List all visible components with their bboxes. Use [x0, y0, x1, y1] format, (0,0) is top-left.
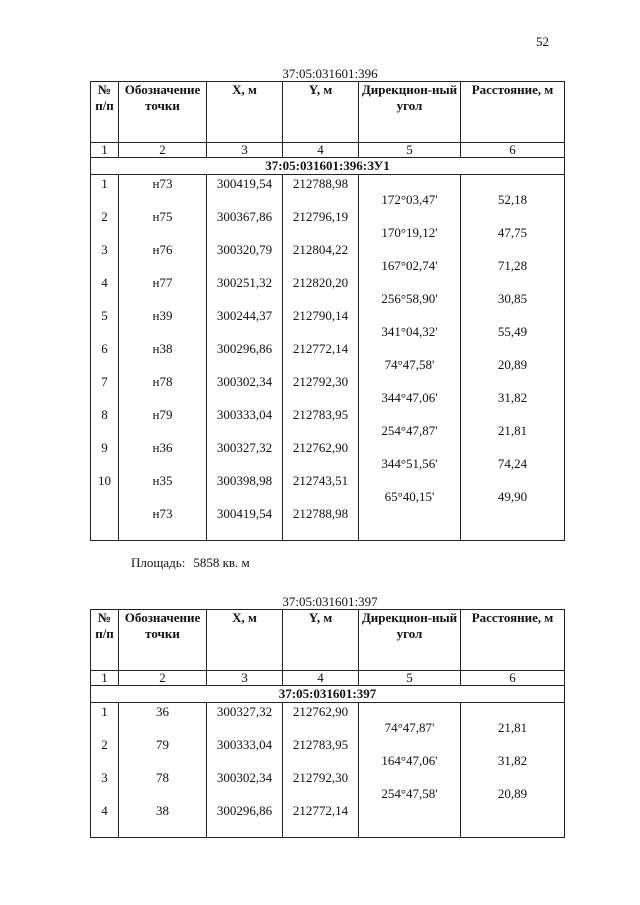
distance — [461, 210, 564, 243]
y-value: 212788,98 — [292, 506, 349, 521]
direction-angle-value: 256°58,90' — [381, 291, 438, 306]
point-number: 7 — [101, 374, 108, 389]
point-name: н75 — [152, 209, 173, 224]
direction-angle — [359, 441, 460, 474]
point-name: н73 — [152, 176, 173, 191]
y-value: 212804,22 — [292, 242, 349, 257]
point-number: 5 — [101, 308, 108, 323]
point-number: 3 — [101, 770, 108, 785]
x-value: 300302,34 — [216, 770, 273, 785]
point-number: 8 — [101, 407, 108, 422]
column-number: 6 — [461, 671, 565, 686]
direction-angle-column — [359, 175, 461, 541]
distance-column — [461, 175, 565, 541]
column-number: 4 — [283, 671, 359, 686]
distance-value: 47,75 — [497, 225, 528, 240]
distance-value: 49,90 — [497, 489, 528, 504]
distance — [461, 408, 564, 441]
y-value: 212788,98 — [292, 176, 349, 191]
column-number: 4 — [283, 143, 359, 158]
section-row — [91, 686, 565, 703]
column-number: 5 — [359, 671, 461, 686]
distance-value: 52,18 — [497, 192, 528, 207]
point-name: н38 — [152, 341, 173, 356]
point-number-column — [91, 703, 119, 838]
col-header-x: X, м — [207, 610, 283, 671]
x-value: 300327,32 — [216, 704, 273, 719]
direction-angle — [359, 474, 460, 507]
section-title: 37:05:031601:396:ЗУ1 — [91, 158, 565, 175]
point-number: 6 — [101, 341, 108, 356]
distance — [461, 738, 564, 771]
direction-angle-value: 172°03,47' — [381, 192, 438, 207]
direction-angle-value: 74°47,87' — [384, 720, 435, 735]
x-value-column — [207, 703, 283, 838]
x-value: 300244,37 — [216, 308, 273, 323]
point-name: 38 — [156, 803, 169, 818]
direction-angle — [359, 771, 460, 804]
coordinates-table-397 — [90, 609, 565, 838]
direction-angle — [359, 243, 460, 276]
x-value-column — [207, 175, 283, 541]
x-value: 300333,04 — [216, 407, 273, 422]
direction-angle-value: 74°47,58' — [384, 357, 435, 372]
distance — [461, 177, 564, 210]
x-value: 300302,34 — [216, 374, 273, 389]
distance — [461, 705, 564, 738]
direction-angle-value: 344°47,06' — [381, 390, 438, 405]
direction-angle — [359, 342, 460, 375]
column-number: 6 — [461, 143, 565, 158]
distance — [461, 474, 564, 507]
y-value-column — [283, 175, 359, 541]
direction-angle — [359, 177, 460, 210]
distance-value: 21,81 — [497, 423, 528, 438]
column-number: 1 — [91, 671, 119, 686]
point-name: н36 — [152, 440, 173, 455]
point-name: н77 — [152, 275, 173, 290]
x-value: 300251,32 — [216, 275, 273, 290]
point-number-column — [91, 175, 119, 541]
distance-value: 31,82 — [497, 390, 528, 405]
distance — [461, 441, 564, 474]
distance-column — [461, 703, 565, 838]
distance — [461, 243, 564, 276]
direction-angle-value: 344°51,56' — [381, 456, 438, 471]
distance — [461, 771, 564, 804]
column-number-row — [91, 143, 565, 158]
column-number: 3 — [207, 671, 283, 686]
area-label: Площадь: — [131, 555, 186, 570]
y-value: 212792,30 — [292, 374, 349, 389]
col-header-name: Обозначение точки — [119, 610, 207, 671]
col-header-distance: Расстояние, м — [461, 82, 565, 143]
x-value: 300296,86 — [216, 341, 273, 356]
distance-value: 31,82 — [497, 753, 528, 768]
x-value: 300367,86 — [216, 209, 273, 224]
section-title: 37:05:031601:397 — [91, 686, 565, 703]
col-header-distance: Расстояние, м — [461, 610, 565, 671]
point-number: 4 — [101, 803, 108, 818]
col-header-name: Обозначение точки — [119, 82, 207, 143]
point-number: 3 — [101, 242, 108, 257]
y-value: 212743,51 — [292, 473, 349, 488]
y-value: 212783,95 — [292, 737, 349, 752]
point-name: 78 — [156, 770, 169, 785]
direction-angle-value: 164°47,06' — [381, 753, 438, 768]
point-number — [91, 507, 118, 540]
point-number: 1 — [101, 704, 108, 719]
point-name: 79 — [156, 737, 169, 752]
distance-value: 20,89 — [497, 786, 528, 801]
col-header-num: № п/п — [91, 610, 119, 671]
distance-value: 20,89 — [497, 357, 528, 372]
point-name: 36 — [156, 704, 169, 719]
direction-angle — [359, 738, 460, 771]
point-number: 2 — [101, 209, 108, 224]
point-name-column — [119, 175, 207, 541]
points-body — [91, 703, 565, 838]
col-header-y: Y, м — [283, 82, 359, 143]
distance — [461, 309, 564, 342]
header-row — [91, 610, 565, 671]
column-number: 3 — [207, 143, 283, 158]
y-value-column — [283, 703, 359, 838]
y-value: 212762,90 — [292, 440, 349, 455]
point-number: 10 — [98, 473, 111, 488]
section-row — [91, 158, 565, 175]
column-number-row — [91, 671, 565, 686]
y-value: 212772,14 — [292, 341, 349, 356]
area-line — [131, 555, 250, 571]
distance-value: 21,81 — [497, 720, 528, 735]
point-number: 4 — [101, 275, 108, 290]
point-name: н73 — [152, 506, 173, 521]
col-header-direction: Дирекцион-ный угол — [359, 610, 461, 671]
col-header-num: № п/п — [91, 82, 119, 143]
point-number: 2 — [101, 737, 108, 752]
column-number: 2 — [119, 671, 207, 686]
point-number: 9 — [101, 440, 108, 455]
point-name-column — [119, 703, 207, 838]
column-number: 2 — [119, 143, 207, 158]
x-value: 300333,04 — [216, 737, 273, 752]
direction-angle-value: 254°47,87' — [381, 423, 438, 438]
x-value: 300419,54 — [216, 176, 273, 191]
distance-value: 74,24 — [497, 456, 528, 471]
point-name: н39 — [152, 308, 173, 323]
direction-angle-value: 170°19,12' — [381, 225, 438, 240]
point-name: н78 — [152, 374, 173, 389]
direction-angle-column — [359, 703, 461, 838]
point-name: н76 — [152, 242, 173, 257]
y-value: 212820,20 — [292, 275, 349, 290]
distance-value: 30,85 — [497, 291, 528, 306]
direction-angle — [359, 375, 460, 408]
point-name: н35 — [152, 473, 173, 488]
column-number: 1 — [91, 143, 119, 158]
direction-angle — [359, 210, 460, 243]
header-row — [91, 82, 565, 143]
x-value: 300320,79 — [216, 242, 273, 257]
col-header-x: X, м — [207, 82, 283, 143]
column-number: 5 — [359, 143, 461, 158]
y-value: 212772,14 — [292, 803, 349, 818]
point-name: н79 — [152, 407, 173, 422]
direction-angle-value: 341°04,32' — [381, 324, 438, 339]
page-number: 52 — [536, 34, 549, 49]
direction-angle-value: 167°02,74' — [381, 258, 438, 273]
y-value: 212762,90 — [292, 704, 349, 719]
y-value: 212796,19 — [292, 209, 349, 224]
distance — [461, 342, 564, 375]
y-value: 212790,14 — [292, 308, 349, 323]
distance — [461, 375, 564, 408]
col-header-direction: Дирекцион-ный угол — [359, 82, 461, 143]
direction-angle — [359, 309, 460, 342]
table2-title: 37:05:031601:397 — [282, 594, 378, 609]
coordinates-table-396 — [90, 81, 565, 541]
direction-angle-value: 254°47,58' — [381, 786, 438, 801]
points-body — [91, 175, 565, 541]
y-value: 212792,30 — [292, 770, 349, 785]
direction-angle — [359, 705, 460, 738]
distance-value: 55,49 — [497, 324, 528, 339]
direction-angle — [359, 276, 460, 309]
direction-angle — [359, 408, 460, 441]
x-value: 300327,32 — [216, 440, 273, 455]
x-value: 300419,54 — [216, 506, 273, 521]
distance-value: 71,28 — [497, 258, 528, 273]
x-value: 300398,98 — [216, 473, 273, 488]
x-value: 300296,86 — [216, 803, 273, 818]
table1-title: 37:05:031601:396 — [282, 66, 378, 81]
distance — [461, 276, 564, 309]
direction-angle-value: 65°40,15' — [384, 489, 435, 504]
point-number: 1 — [101, 176, 108, 191]
area-value: 5858 кв. м — [193, 555, 250, 570]
y-value: 212783,95 — [292, 407, 349, 422]
col-header-y: Y, м — [283, 610, 359, 671]
